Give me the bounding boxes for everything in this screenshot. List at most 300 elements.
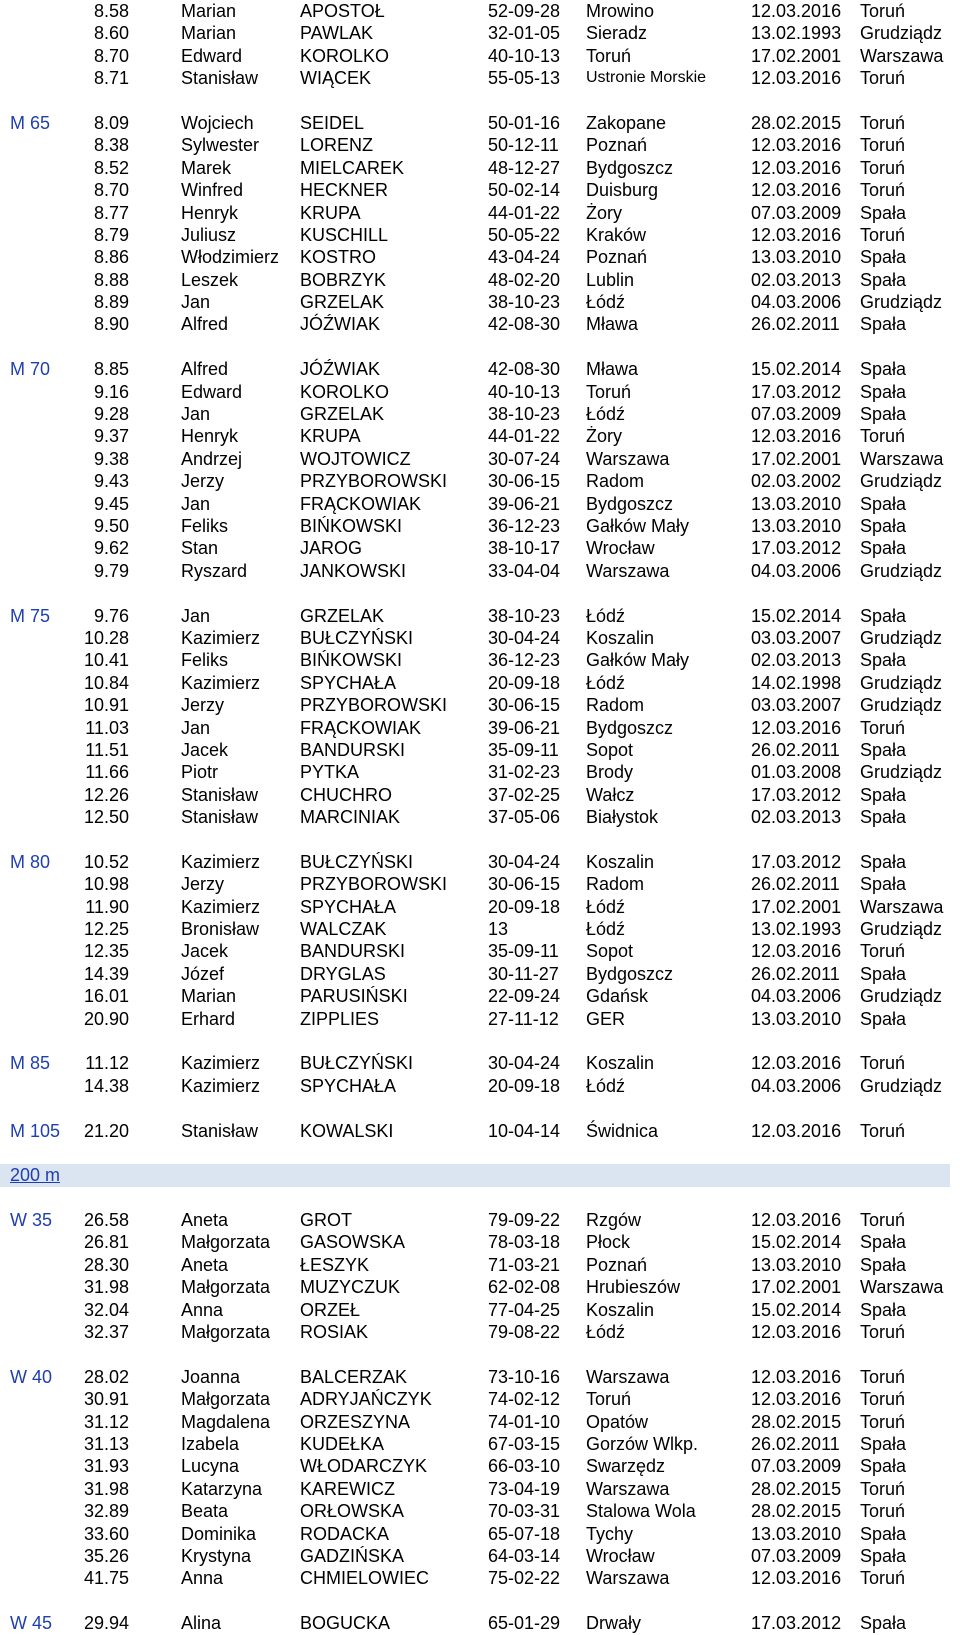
last-name-cell: BOGUCKA	[300, 1613, 391, 1634]
record-date-cell: 04.03.2006	[751, 986, 842, 1007]
last-name-cell: BOBRZYK	[300, 269, 387, 290]
first-name-cell: Marian	[181, 23, 237, 44]
venue-cell: Spała	[860, 247, 907, 268]
birth-date-cell: 20-09-18	[488, 672, 561, 693]
venue-cell: Toruń	[860, 1322, 906, 1343]
section-spacer	[0, 90, 960, 112]
first-name-cell: Leszek	[181, 269, 239, 290]
last-name-cell: GRZELAK	[300, 605, 385, 626]
venue-cell: Spała	[860, 1434, 907, 1454]
table-row	[0, 425, 960, 447]
result-cell: 20.90	[83, 1008, 129, 1029]
table-row	[0, 470, 960, 492]
last-name-cell: BANDURSKI	[300, 739, 406, 760]
birthplace-cell: Mława	[586, 314, 639, 335]
result-cell: 8.52	[93, 157, 129, 178]
last-name-cell: ORŁOWSKA	[300, 1501, 405, 1522]
first-name-cell: Kazimierz	[181, 627, 261, 648]
table-row	[0, 179, 960, 201]
birth-date-cell: 22-09-24	[488, 986, 561, 1007]
venue-cell: Grudziądz	[860, 560, 943, 581]
section-spacer	[0, 336, 960, 358]
last-name-cell: BUŁCZYŃSKI	[300, 627, 414, 648]
result-cell: 12.26	[83, 784, 129, 805]
birth-date-cell: 65-07-18	[488, 1523, 561, 1544]
record-date-cell: 26.02.2011	[751, 739, 840, 760]
first-name-cell: Jacek	[181, 941, 229, 962]
last-name-cell: KRUPA	[300, 202, 361, 223]
first-name-cell: Józef	[181, 963, 225, 984]
first-name-cell: Aneta	[181, 1210, 229, 1231]
venue-cell: Spała	[860, 493, 907, 514]
first-name-cell: Wojciech	[181, 112, 254, 133]
birth-date-cell: 38-10-23	[488, 404, 561, 425]
birth-date-cell: 27-11-12	[488, 1008, 559, 1029]
birth-date-cell: 71-03-21	[488, 1254, 561, 1275]
table-row	[0, 269, 960, 291]
birth-date-cell: 39-06-21	[488, 493, 561, 514]
venue-cell: Toruń	[860, 1389, 906, 1410]
table-row	[0, 1075, 960, 1097]
venue-cell: Spała	[860, 515, 907, 536]
birth-date-cell: 30-07-24	[488, 448, 561, 469]
first-name-cell: Anna	[181, 1568, 224, 1589]
last-name-cell: KOROLKO	[300, 381, 390, 402]
last-name-cell: KOWALSKI	[300, 1120, 394, 1141]
result-cell: 14.39	[83, 963, 129, 984]
table-row	[0, 605, 960, 627]
venue-cell: Warszawa	[860, 45, 944, 66]
birth-date-cell: 65-01-29	[488, 1613, 561, 1634]
birth-date-cell: 78-03-18	[488, 1232, 561, 1253]
table-row	[0, 246, 960, 268]
first-name-cell: Małgorzata	[181, 1389, 271, 1410]
result-cell: 12.25	[83, 919, 129, 940]
record-date-cell: 17.03.2012	[751, 784, 842, 805]
first-name-cell: Joanna	[181, 1366, 241, 1387]
table-row	[0, 1567, 960, 1589]
age-group-label: W 35	[10, 1210, 53, 1231]
birthplace-cell: Gdańsk	[586, 986, 649, 1007]
birthplace-cell: Stalowa Wola	[586, 1501, 696, 1522]
table-row	[0, 1523, 960, 1545]
birth-date-cell: 50-12-11	[488, 135, 559, 156]
result-cell: 11.03	[85, 717, 129, 738]
last-name-cell: LORENZ	[300, 135, 374, 156]
first-name-cell: Marian	[181, 1, 237, 21]
last-name-cell: ADRYJAŃCZYK	[300, 1389, 432, 1410]
last-name-cell: KOROLKO	[300, 45, 390, 66]
first-name-cell: Jacek	[181, 739, 229, 760]
record-date-cell: 15.02.2014	[751, 1299, 842, 1320]
last-name-cell: FRĄCKOWIAK	[300, 717, 422, 738]
record-date-cell: 28.02.2015	[751, 1501, 842, 1522]
venue-cell: Toruń	[860, 426, 906, 447]
birthplace-cell: Poznań	[586, 247, 648, 268]
birth-date-cell: 20-09-18	[488, 896, 561, 917]
venue-cell: Toruń	[860, 112, 906, 133]
age-group-label: M 75	[10, 605, 51, 626]
birthplace-cell: Żory	[586, 426, 622, 447]
first-name-cell: Kazimierz	[181, 896, 261, 917]
record-date-cell: 12.03.2016	[751, 1389, 842, 1410]
last-name-cell: SPYCHAŁA	[300, 896, 397, 917]
birth-date-cell: 48-12-27	[488, 157, 561, 178]
record-date-cell: 26.02.2011	[751, 314, 840, 335]
birthplace-cell: Bydgoszcz	[586, 717, 674, 738]
result-cell: 16.01	[83, 986, 129, 1007]
record-date-cell: 12.03.2016	[751, 1568, 842, 1589]
birthplace-cell: Płock	[586, 1232, 631, 1253]
last-name-cell: MARCINIAK	[300, 807, 401, 828]
result-cell: 8.09	[93, 112, 129, 133]
last-name-cell: ZIPPLIES	[300, 1008, 380, 1029]
venue-cell: Spała	[860, 963, 907, 984]
birth-date-cell: 13	[488, 919, 509, 940]
first-name-cell: Alfred	[181, 314, 229, 335]
event-header	[0, 1164, 950, 1186]
birthplace-cell: Brody	[586, 762, 634, 783]
venue-cell: Grudziądz	[860, 627, 943, 648]
record-date-cell: 17.03.2012	[751, 851, 842, 872]
record-date-cell: 14.02.1998	[751, 672, 842, 693]
birth-date-cell: 30-06-15	[488, 695, 561, 716]
table-row	[0, 403, 960, 425]
first-name-cell: Stanisław	[181, 1120, 259, 1141]
result-cell: 9.16	[93, 381, 129, 402]
last-name-cell: PARUSIŃSKI	[300, 986, 408, 1007]
result-cell: 8.58	[93, 1, 129, 21]
birthplace-cell: Łódź	[586, 672, 626, 693]
birthplace-cell: Swarzędz	[586, 1456, 666, 1477]
result-cell: 33.60	[83, 1523, 129, 1544]
table-row	[0, 739, 960, 761]
result-cell: 28.02	[83, 1366, 129, 1387]
birthplace-cell: Koszalin	[586, 627, 655, 648]
birthplace-cell: Sopot	[586, 941, 634, 962]
birth-date-cell: 37-05-06	[488, 807, 561, 828]
result-cell: 8.38	[93, 135, 129, 156]
table-row	[0, 291, 960, 313]
record-date-cell: 07.03.2009	[751, 1545, 842, 1566]
table-row	[0, 694, 960, 716]
birthplace-cell: Żory	[586, 202, 622, 223]
table-row	[0, 493, 960, 515]
last-name-cell: CHMIELOWIEC	[300, 1568, 430, 1589]
birthplace-cell: Toruń	[586, 45, 632, 66]
table-row	[0, 0, 960, 22]
last-name-cell: PYTKA	[300, 762, 360, 783]
age-group-label: M 85	[10, 1053, 51, 1074]
table-row	[0, 1366, 960, 1388]
birthplace-cell: Łódź	[586, 919, 626, 940]
first-name-cell: Bronisław	[181, 919, 260, 940]
venue-cell: Grudziądz	[860, 986, 943, 1007]
first-name-cell: Aneta	[181, 1254, 229, 1275]
venue-cell: Spała	[860, 784, 907, 805]
table-row	[0, 1612, 960, 1634]
birthplace-cell: Bydgoszcz	[586, 157, 674, 178]
birth-date-cell: 42-08-30	[488, 314, 561, 335]
record-date-cell: 02.03.2013	[751, 269, 842, 290]
table-row	[0, 806, 960, 828]
record-date-cell: 26.02.2011	[751, 1434, 840, 1454]
event-label-link[interactable]: 200 m	[10, 1165, 61, 1186]
record-date-cell: 07.03.2009	[751, 202, 842, 223]
birth-date-cell: 38-10-23	[488, 605, 561, 626]
venue-cell: Toruń	[860, 1120, 906, 1141]
last-name-cell: DRYGLAS	[300, 963, 386, 984]
record-date-cell: 28.02.2015	[751, 1478, 842, 1499]
first-name-cell: Erhard	[181, 1008, 236, 1029]
birth-date-cell: 70-03-31	[488, 1501, 561, 1522]
result-cell: 10.52	[83, 851, 129, 872]
birthplace-cell: Opatów	[586, 1411, 649, 1432]
table-row	[0, 224, 960, 246]
first-name-cell: Jerzy	[181, 874, 225, 895]
result-cell: 8.70	[93, 180, 129, 201]
table-row	[0, 1276, 960, 1298]
result-cell: 9.62	[93, 538, 129, 559]
birth-date-cell: 20-09-18	[488, 1075, 561, 1096]
venue-cell: Warszawa	[860, 448, 944, 469]
birthplace-cell: Wrocław	[586, 1545, 655, 1566]
venue-cell: Toruń	[860, 180, 906, 201]
table-row	[0, 134, 960, 156]
record-date-cell: 12.03.2016	[751, 1120, 842, 1141]
birth-date-cell: 36-12-23	[488, 515, 561, 536]
section-spacer	[0, 1187, 960, 1209]
record-date-cell: 12.03.2016	[751, 135, 842, 156]
last-name-cell: GASOWSKA	[300, 1232, 406, 1253]
venue-cell: Spała	[860, 314, 907, 335]
record-date-cell: 13.03.2010	[751, 1523, 842, 1544]
venue-cell: Spała	[860, 269, 907, 290]
first-name-cell: Kazimierz	[181, 851, 261, 872]
birthplace-cell: Koszalin	[586, 1053, 655, 1074]
record-date-cell: 12.03.2016	[751, 1210, 842, 1231]
venue-cell: Spała	[860, 650, 907, 671]
venue-cell: Spała	[860, 851, 907, 872]
birth-date-cell: 39-06-21	[488, 717, 561, 738]
result-cell: 12.50	[83, 807, 129, 828]
last-name-cell: GRZELAK	[300, 292, 385, 313]
birth-date-cell: 35-09-11	[488, 941, 559, 962]
birth-date-cell: 30-04-24	[488, 1053, 561, 1074]
birth-date-cell: 35-09-11	[488, 739, 559, 760]
birth-date-cell: 33-04-04	[488, 560, 561, 581]
venue-cell: Spała	[860, 807, 907, 828]
venue-cell: Toruń	[860, 717, 906, 738]
birth-date-cell: 36-12-23	[488, 650, 561, 671]
venue-cell: Spała	[860, 1523, 907, 1544]
section-spacer	[0, 1030, 960, 1052]
last-name-cell: ŁESZYK	[300, 1254, 370, 1275]
birthplace-cell: Gałków Mały	[586, 650, 690, 671]
first-name-cell: Feliks	[181, 515, 229, 536]
last-name-cell: KOSTRO	[300, 247, 377, 268]
birthplace-cell: Ustronie Morskie	[586, 69, 707, 87]
last-name-cell: RODACKA	[300, 1523, 390, 1544]
record-date-cell: 04.03.2006	[751, 560, 842, 581]
birthplace-cell: Świdnica	[586, 1120, 659, 1141]
birth-date-cell: 52-09-28	[488, 1, 561, 21]
record-date-cell: 17.03.2012	[751, 381, 842, 402]
table-row	[0, 1120, 960, 1142]
last-name-cell: BALCERZAK	[300, 1366, 408, 1387]
first-name-cell: Juliusz	[181, 224, 237, 245]
last-name-cell: MUZYCZUK	[300, 1277, 400, 1298]
result-cell: 31.12	[83, 1411, 129, 1432]
record-date-cell: 13.03.2010	[751, 1008, 842, 1029]
result-cell: 31.93	[83, 1456, 129, 1477]
table-row	[0, 45, 960, 67]
table-row	[0, 313, 960, 335]
record-date-cell: 17.02.2001	[751, 45, 842, 66]
record-date-cell: 02.03.2013	[751, 650, 842, 671]
table-row	[0, 1455, 960, 1477]
table-row	[0, 1500, 960, 1522]
first-name-cell: Marek	[181, 157, 232, 178]
venue-cell: Toruń	[860, 1411, 906, 1432]
venue-cell: Grudziądz	[860, 292, 943, 313]
table-row	[0, 627, 960, 649]
birthplace-cell: Sopot	[586, 739, 634, 760]
record-date-cell: 13.03.2010	[751, 493, 842, 514]
last-name-cell: PAWLAK	[300, 23, 374, 44]
venue-cell: Toruń	[860, 1210, 906, 1231]
table-row	[0, 918, 960, 940]
first-name-cell: Andrzej	[181, 448, 243, 469]
result-cell: 10.28	[83, 627, 129, 648]
last-name-cell: ORZESZYNA	[300, 1411, 411, 1432]
table-row	[0, 649, 960, 671]
last-name-cell: BUŁCZYŃSKI	[300, 851, 414, 872]
result-cell: 26.58	[83, 1210, 129, 1231]
last-name-cell: PRZYBOROWSKI	[300, 695, 448, 716]
venue-cell: Spała	[860, 1299, 907, 1320]
birthplace-cell: Rzgów	[586, 1210, 642, 1231]
venue-cell: Spała	[860, 605, 907, 626]
record-date-cell: 15.02.2014	[751, 1232, 842, 1253]
first-name-cell: Kazimierz	[181, 1053, 261, 1074]
birthplace-cell: Warszawa	[586, 448, 670, 469]
birth-date-cell: 79-09-22	[488, 1210, 561, 1231]
first-name-cell: Winfred	[181, 180, 244, 201]
venue-cell: Grudziądz	[860, 695, 943, 716]
birthplace-cell: Bydgoszcz	[586, 493, 674, 514]
result-cell: 10.98	[83, 874, 129, 895]
last-name-cell: JAROG	[300, 538, 363, 559]
result-cell: 8.89	[93, 292, 129, 313]
first-name-cell: Małgorzata	[181, 1277, 271, 1298]
table-row	[0, 717, 960, 739]
venue-cell: Toruń	[860, 224, 906, 245]
table-row	[0, 515, 960, 537]
birthplace-cell: Łódź	[586, 404, 626, 425]
venue-cell: Spała	[860, 381, 907, 402]
birth-date-cell: 37-02-25	[488, 784, 561, 805]
record-date-cell: 28.02.2015	[751, 1411, 842, 1432]
record-date-cell: 13.02.1993	[751, 23, 842, 44]
result-cell: 9.79	[93, 560, 129, 581]
result-cell: 9.43	[93, 471, 129, 492]
result-cell: 41.75	[83, 1568, 129, 1589]
last-name-cell: SPYCHAŁA	[300, 672, 397, 693]
result-cell: 9.45	[93, 493, 129, 514]
birth-date-cell: 77-04-25	[488, 1299, 561, 1320]
birth-date-cell: 40-10-13	[488, 381, 561, 402]
section-spacer	[0, 828, 960, 850]
record-date-cell: 03.03.2007	[751, 627, 842, 648]
last-name-cell: WIĄCEK	[300, 68, 372, 89]
result-cell: 31.98	[83, 1277, 129, 1298]
last-name-cell: JANKOWSKI	[300, 560, 407, 581]
result-cell: 10.91	[83, 695, 129, 716]
result-cell: 8.86	[93, 247, 129, 268]
last-name-cell: APOSTOŁ	[300, 1, 385, 21]
birthplace-cell: Radom	[586, 695, 645, 716]
birth-date-cell: 44-01-22	[488, 426, 561, 447]
result-cell: 9.28	[93, 404, 129, 425]
birth-date-cell: 30-04-24	[488, 851, 561, 872]
venue-cell: Toruń	[860, 1478, 906, 1499]
age-group-label: W 40	[10, 1366, 53, 1387]
venue-cell: Spała	[860, 1232, 907, 1253]
first-name-cell: Henryk	[181, 202, 239, 223]
record-date-cell: 13.02.1993	[751, 919, 842, 940]
birth-date-cell: 66-03-10	[488, 1456, 561, 1477]
venue-cell: Spała	[860, 739, 907, 760]
venue-cell: Spała	[860, 1254, 907, 1275]
first-name-cell: Jan	[181, 605, 211, 626]
result-cell: 32.04	[83, 1299, 129, 1320]
birth-date-cell: 64-03-14	[488, 1545, 561, 1566]
record-date-cell: 12.03.2016	[751, 717, 842, 738]
first-name-cell: Jerzy	[181, 471, 225, 492]
first-name-cell: Jan	[181, 717, 211, 738]
venue-cell: Toruń	[860, 1053, 906, 1074]
birthplace-cell: Warszawa	[586, 560, 670, 581]
birthplace-cell: GER	[586, 1008, 626, 1029]
table-row	[0, 67, 960, 89]
result-cell: 9.76	[93, 605, 129, 626]
last-name-cell: BUŁCZYŃSKI	[300, 1053, 414, 1074]
record-date-cell: 12.03.2016	[751, 157, 842, 178]
last-name-cell: WALCZAK	[300, 919, 387, 940]
table-row	[0, 672, 960, 694]
birth-date-cell: 75-02-22	[488, 1568, 561, 1589]
venue-cell: Toruń	[860, 68, 906, 89]
table-row	[0, 537, 960, 559]
birth-date-cell: 31-02-23	[488, 762, 561, 783]
first-name-cell: Jan	[181, 493, 211, 514]
table-row	[0, 560, 960, 582]
last-name-cell: GADZIŃSKA	[300, 1545, 405, 1566]
result-cell: 8.71	[93, 68, 129, 89]
section-spacer	[0, 1097, 960, 1119]
first-name-cell: Anna	[181, 1299, 224, 1320]
birthplace-cell: Poznań	[586, 135, 648, 156]
result-cell: 10.84	[83, 672, 129, 693]
birthplace-cell: Koszalin	[586, 1299, 655, 1320]
result-cell: 8.77	[93, 202, 129, 223]
birthplace-cell: Koszalin	[586, 851, 655, 872]
record-date-cell: 01.03.2008	[751, 762, 842, 783]
venue-cell: Grudziądz	[860, 23, 943, 44]
birth-date-cell: 38-10-23	[488, 292, 561, 313]
record-date-cell: 12.03.2016	[751, 224, 842, 245]
